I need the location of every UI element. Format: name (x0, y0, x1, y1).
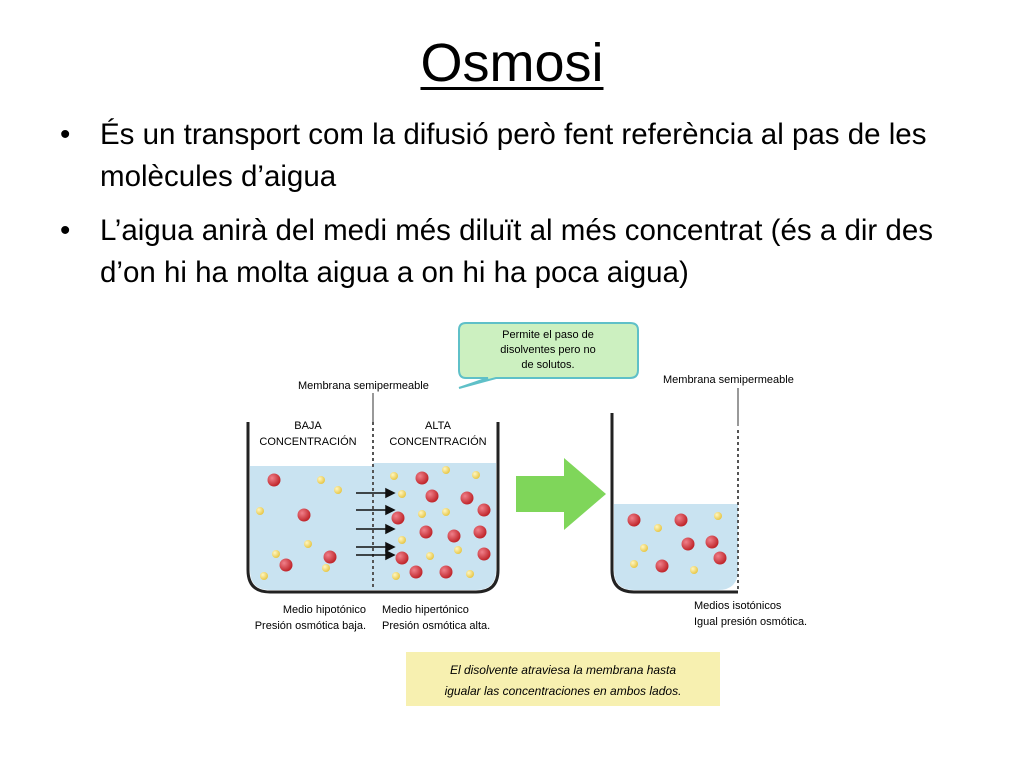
solute-yellow (472, 471, 480, 479)
high-concentration-label: CONCENTRACIÓN (389, 436, 487, 448)
isotonic-label: Medios isotónicos (694, 600, 782, 612)
bullet-dot: • (60, 118, 71, 151)
solute-red (478, 504, 491, 517)
low-concentration-label: CONCENTRACIÓN (259, 436, 357, 448)
callout-line: disolventes pero no (500, 344, 596, 356)
bullet-item (60, 210, 980, 294)
solute-red (682, 538, 695, 551)
solute-yellow (442, 466, 450, 474)
hypotonic-label: Medio hipotónico (282, 604, 366, 616)
solute-red (420, 526, 433, 539)
solute-yellow (390, 472, 398, 480)
big-arrow-icon (516, 458, 606, 530)
solute-red (298, 509, 311, 522)
solute-yellow (714, 512, 722, 520)
slide-title: Osmosi (420, 33, 604, 93)
low-concentration-label: BAJA (294, 420, 322, 432)
solute-red (416, 472, 429, 485)
note-line: igualar las concentraciones en ambos lados. (444, 684, 682, 698)
solute-red (675, 514, 688, 527)
solute-red (324, 551, 337, 564)
solute-red (410, 566, 423, 579)
solute-yellow (304, 540, 312, 548)
solute-yellow (322, 564, 330, 572)
solute-yellow (392, 572, 400, 580)
solute-red (426, 490, 439, 503)
bullet-text: L’aigua anirà del medi més diluït al més concentrat (és a dir des d’on hi ha molta aigua a on hi ha poca aigua) (100, 214, 933, 289)
solute-yellow (654, 524, 662, 532)
solute-red (706, 536, 719, 549)
solute-yellow (256, 507, 264, 515)
membrane-label-left: Membrana semipermeable (298, 380, 429, 392)
solute-yellow (640, 544, 648, 552)
solute-yellow (398, 490, 406, 498)
hypotonic-label: Presión osmótica baja. (254, 620, 366, 632)
solute-red (461, 492, 474, 505)
high-concentration-label: ALTA (425, 420, 451, 432)
bullet-item (60, 114, 980, 198)
membrane-label-right: Membrana semipermeable (663, 374, 794, 386)
solute-yellow (272, 550, 280, 558)
bullet-dot: • (60, 214, 71, 247)
solute-red (714, 552, 727, 565)
bottom-note (406, 652, 720, 706)
solute-red (656, 560, 669, 573)
isotonic-label: Igual presión osmótica. (694, 616, 808, 628)
hypertonic-label: Presión osmótica alta. (382, 620, 491, 632)
solute-yellow (418, 510, 426, 518)
callout-bubble (459, 323, 638, 388)
osmosis-diagram (226, 318, 808, 713)
callout-line: de solutos. (521, 359, 575, 371)
solute-yellow (630, 560, 638, 568)
solute-red (448, 530, 461, 543)
solute-yellow (426, 552, 434, 560)
solute-yellow (442, 508, 450, 516)
solute-yellow (260, 572, 268, 580)
solute-yellow (334, 486, 342, 494)
solute-red (392, 512, 405, 525)
solute-red (396, 552, 409, 565)
solute-red (440, 566, 453, 579)
hypertonic-label: Medio hipertónico (382, 604, 469, 616)
bullet-text: És un transport com la difusió però fent referència al pas de les molècules d’aigua (100, 118, 927, 193)
callout-line: Permite el paso de (502, 329, 594, 341)
solute-red (268, 474, 281, 487)
note-line: El disolvente atraviesa la membrana hasta (449, 663, 677, 677)
solute-red (280, 559, 293, 572)
solute-yellow (454, 546, 462, 554)
solute-yellow (317, 476, 325, 484)
bullet-list (60, 114, 980, 306)
solute-red (474, 526, 487, 539)
solute-yellow (398, 536, 406, 544)
solute-yellow (466, 570, 474, 578)
solute-red (478, 548, 491, 561)
solute-red (628, 514, 641, 527)
solute-yellow (690, 566, 698, 574)
